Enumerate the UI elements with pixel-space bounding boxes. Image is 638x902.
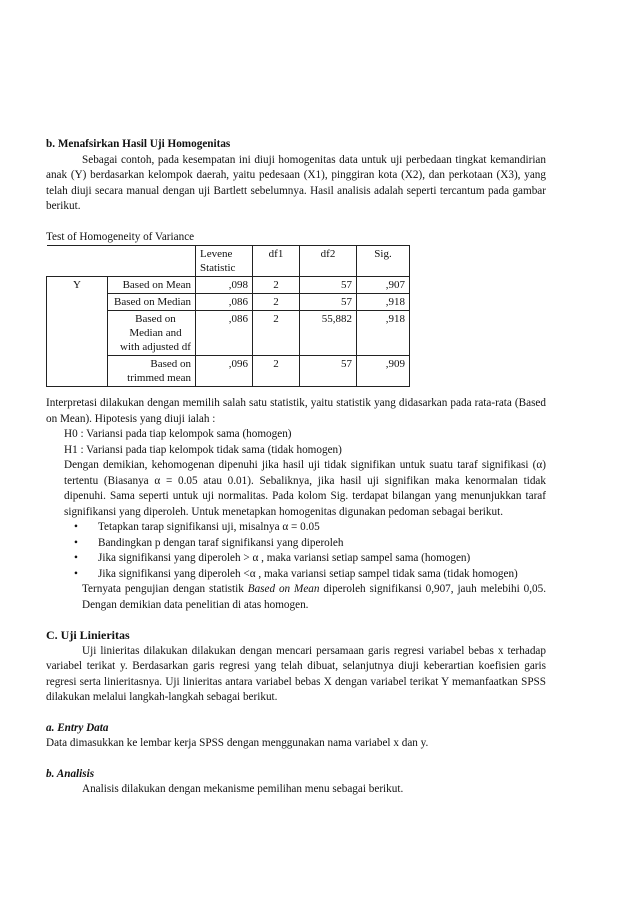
cell-df2: 57 <box>300 277 357 294</box>
list-item: • Tetapkan tarap signifikansi uji, misalnya α = 0.05 <box>64 520 546 536</box>
cell-df2: 57 <box>300 356 357 387</box>
cell-sig: ,909 <box>357 356 410 387</box>
bullet-icon: • <box>74 521 78 533</box>
cell-df1: 2 <box>253 277 300 294</box>
cell-levene: ,096 <box>196 356 253 387</box>
cell-df1: 2 <box>253 294 300 311</box>
cell-df2: 55,882 <box>300 311 357 356</box>
list-item: • Bandingkan p dengan taraf signifikansi yang diperoleh <box>64 536 546 552</box>
row-label: Based on Mean <box>108 277 196 294</box>
hypothesis-h1: H1 : Variansi pada tiap kelompok tidak sama (tidak homogen) <box>64 443 342 456</box>
cell-df1: 2 <box>253 311 300 356</box>
header-sig: Sig. <box>357 246 410 277</box>
row-label: Based on Median <box>108 294 196 311</box>
analisis-heading: b. Analisis <box>46 767 95 780</box>
homogeneity-table <box>46 245 410 387</box>
bullet-icon: • <box>74 567 78 580</box>
header-levene: Levene Statistic <box>196 246 253 277</box>
entry-data-text: Data dimasukkan ke lembar kerja SPSS dengan menggunakan nama variabel x dan y. <box>46 737 429 749</box>
cell-df1: 2 <box>253 356 300 387</box>
row-label: Based on Median and with adjusted df <box>108 311 196 356</box>
hypothesis-h0: H0 : Variansi pada tiap kelompok sama (homogen) <box>64 428 292 440</box>
cell-levene: ,086 <box>196 294 253 311</box>
guideline-list <box>64 520 546 582</box>
document-page <box>46 137 546 798</box>
header-df1: df1 <box>253 246 300 277</box>
interpretation-explanation: Dengan demikian, kehomogenan dipenuhi jika hasil uji tidak signifikan untuk suatu taraf signifikasi (α) tertentu (Biasanya α = 0.05 atau 0.01). Sebaliknya, jika hasil uji signifikan maka kenormalan tidak dipenuhi. Sama seperti untuk uji normalitas. Pada kolom Sig. terdapat bilangan yang menunjukkan taraf signifikansi yang diperoleh. Untuk menetapkan homogenitas digunakan pedoman sebagai berikut. <box>64 459 546 518</box>
table-header-row <box>47 246 410 277</box>
section-b-heading: b. Menafsirkan Hasil Uji Homogenitas <box>46 138 231 150</box>
entry-data-heading: a. Entry Data <box>46 721 109 734</box>
cell-levene: ,098 <box>196 277 253 294</box>
section-c-paragraph: Uji linieritas dilakukan dilakukan dengan mencari persamaan garis regresi variabel bebas x terhadap variabel terikat y. Berdasarkan garis regresi yang telah dibuat, selanjutnya diuji keberartian koefisien garis regresi serta linieritasnya. Uji linieritas antara variabel bebas X dengan variabel terikat Y memanfaatkan SPSS dilakukan melalui langkah-langkah sebagai berikut. <box>46 644 546 703</box>
table-title: Test of Homogeneity of Variance <box>46 230 195 243</box>
bullet-icon: • <box>74 536 78 549</box>
section-b-paragraph: Sebagai contoh, pada kesempatan ini diuji homogenitas data untuk uji perbedaan tingkat kemandirian anak (Y) berdasarkan kelompok daerah, yaitu pedesaan (X1), pinggiran kota (X2), dan perkotaan (X3), yang telah diuji secara manual dengan uji Bartlett sebelumnya. Hasil analisis adalah seperti tercantum pada gambar berikut. <box>46 153 546 212</box>
variable-label: Y <box>47 277 108 387</box>
analisis-text: Analisis dilakukan dengan mekanisme pemilihan menu sebagai berikut. <box>82 783 404 795</box>
list-item: • Jika signifikansi yang diperoleh <α , maka variansi setiap sampel tidak sama (tidak homogen) <box>64 567 546 583</box>
table-row <box>47 277 410 294</box>
list-item: • Jika signifikansi yang diperoleh > α , maka variansi setiap sampel sama (homogen) <box>64 551 546 567</box>
cell-df2: 57 <box>300 294 357 311</box>
header-df2: df2 <box>300 246 357 277</box>
cell-sig: ,918 <box>357 294 410 311</box>
interpretation-conclusion: Ternyata pengujian dengan statistik Based on Mean diperoleh signifikansi 0,907, jauh melebihi 0,05. Dengan demikian data penelitian di atas homogen. <box>82 583 546 611</box>
interpretation-intro: Interpretasi dilakukan dengan memilih salah satu statistik, yaitu statistik yang didasarkan pada rata-rata (Based on Mean). Hipotesis yang diuji ialah : <box>46 397 546 425</box>
cell-sig: ,907 <box>357 277 410 294</box>
cell-sig: ,918 <box>357 311 410 356</box>
section-c-heading: C. Uji Linieritas <box>46 628 130 642</box>
cell-levene: ,086 <box>196 311 253 356</box>
bullet-icon: • <box>74 552 78 564</box>
row-label: Based on trimmed mean <box>108 356 196 387</box>
